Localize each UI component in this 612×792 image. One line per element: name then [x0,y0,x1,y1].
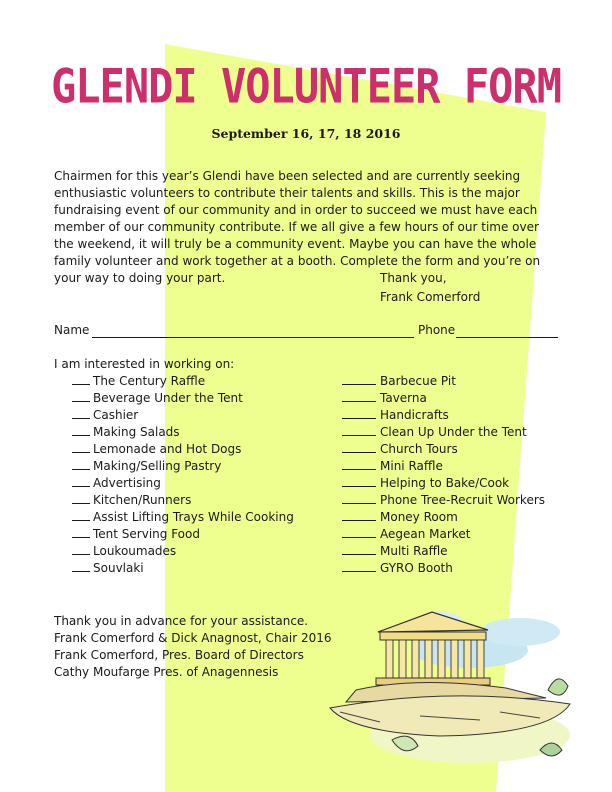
checkbox-blank[interactable] [72,476,90,487]
volunteer-option-label: Barbecue Pit [380,374,456,388]
checkbox-blank[interactable] [342,408,376,419]
volunteer-option [72,493,294,510]
checkbox-blank[interactable] [72,510,90,521]
interest-label: I am interested in working on: [54,357,235,371]
volunteer-option-label: Souvlaki [93,561,144,575]
volunteer-option [72,425,294,442]
volunteer-option [342,408,545,425]
left-volunteer-list [72,374,294,578]
volunteer-option [342,442,545,459]
volunteer-option [342,561,545,578]
checkbox-blank[interactable] [342,374,376,385]
checkbox-blank[interactable] [342,425,376,436]
checkbox-blank[interactable] [342,442,376,453]
volunteer-option [72,374,294,391]
volunteer-option-label: Phone Tree-Recruit Workers [380,493,546,507]
volunteer-option [72,442,294,459]
checkbox-blank[interactable] [72,442,90,453]
volunteer-option [342,459,545,476]
checkbox-blank[interactable] [342,510,376,521]
checkbox-blank[interactable] [72,527,90,538]
name-field[interactable] [92,325,414,338]
volunteer-option [72,391,294,408]
volunteer-option [342,374,545,391]
volunteer-option-label: Church Tours [380,442,458,456]
footer-line: Thank you in advance for your assistance. [54,614,309,628]
volunteer-option-label: Tent Serving Food [93,527,200,541]
closing-text: Thank you, [380,271,447,285]
volunteer-option-label: Handicrafts [380,408,449,422]
volunteer-option [72,561,294,578]
right-volunteer-list [342,374,545,578]
footer-line: Cathy Moufarge Pres. of Anagennesis [54,665,279,679]
checkbox-blank[interactable] [72,374,90,385]
checkbox-blank[interactable] [72,408,90,419]
event-dates: September 16, 17, 18 2016 [211,126,401,141]
volunteer-option-label: GYRO Booth [380,561,453,575]
volunteer-option-label: The Century Raffle [93,374,206,388]
phone-label: Phone [418,323,456,337]
volunteer-option-label: Mini Raffle [380,459,443,473]
volunteer-option-label: Lemonade and Hot Dogs [93,442,242,456]
volunteer-option-label: Kitchen/Runners [93,493,192,507]
volunteer-option-label: Making Salads [93,425,180,439]
volunteer-option-label: Making/Selling Pastry [93,459,222,473]
volunteer-option-label: Loukoumades [93,544,177,558]
checkbox-blank[interactable] [342,561,376,572]
volunteer-option-label: Multi Raffle [380,544,448,558]
form-title: GLENDI VOLUNTEER FORM [50,59,561,114]
checkbox-blank[interactable] [342,527,376,538]
volunteer-option-label: Advertising [93,476,161,490]
signer-name: Frank Comerford [380,290,481,304]
checkbox-blank[interactable] [72,493,90,504]
intro-paragraph: Chairmen for this year’s Glendi have been selected and are currently seeking enthusiastic volunteers to contribute their talents and skills. This is the major fundraising event of our community and in order to succeed we must have each member of our community contribute. If we all give a few hours of our time over the weekend, it will truly be a community event. Maybe you can have the whole family volunteer and work together at a booth. Complete the form and you’re on your way to doing your part. [54,169,541,285]
name-label: Name [54,323,90,337]
volunteer-option-label: Clean Up Under the Tent [380,425,527,439]
volunteer-option [342,527,545,544]
footer-signatures [54,613,332,681]
checkbox-blank[interactable] [72,425,90,436]
volunteer-option-label: Taverna [380,391,427,405]
volunteer-option [72,527,294,544]
volunteer-option [72,510,294,527]
volunteer-option-label: Beverage Under the Tent [93,391,243,405]
volunteer-option [72,459,294,476]
footer-line: Frank Comerford & Dick Anagnost, Chair 2016 [54,631,332,645]
footer-line: Frank Comerford, Pres. Board of Directors [54,648,304,662]
volunteer-option [342,425,545,442]
checkbox-blank[interactable] [72,459,90,470]
volunteer-option [342,493,545,510]
checkbox-blank[interactable] [342,544,376,555]
volunteer-option [72,408,294,425]
volunteer-option-label: Helping to Bake/Cook [380,476,510,490]
phone-field[interactable] [456,325,558,338]
volunteer-option-label: Aegean Market [380,527,471,541]
volunteer-option [72,476,294,493]
volunteer-option [342,544,545,561]
checkbox-blank[interactable] [342,493,376,504]
volunteer-option [342,510,545,527]
volunteer-option-label: Cashier [93,408,139,422]
volunteer-option-label: Assist Lifting Trays While Cooking [93,510,294,524]
checkbox-blank[interactable] [342,459,376,470]
volunteer-option [342,391,545,408]
checkbox-blank[interactable] [72,544,90,555]
volunteer-option [342,476,545,493]
checkbox-blank[interactable] [342,476,376,487]
volunteer-option-label: Money Room [380,510,458,524]
volunteer-option [72,544,294,561]
checkbox-blank[interactable] [342,391,376,402]
checkbox-blank[interactable] [72,391,90,402]
checkbox-blank[interactable] [72,561,90,572]
